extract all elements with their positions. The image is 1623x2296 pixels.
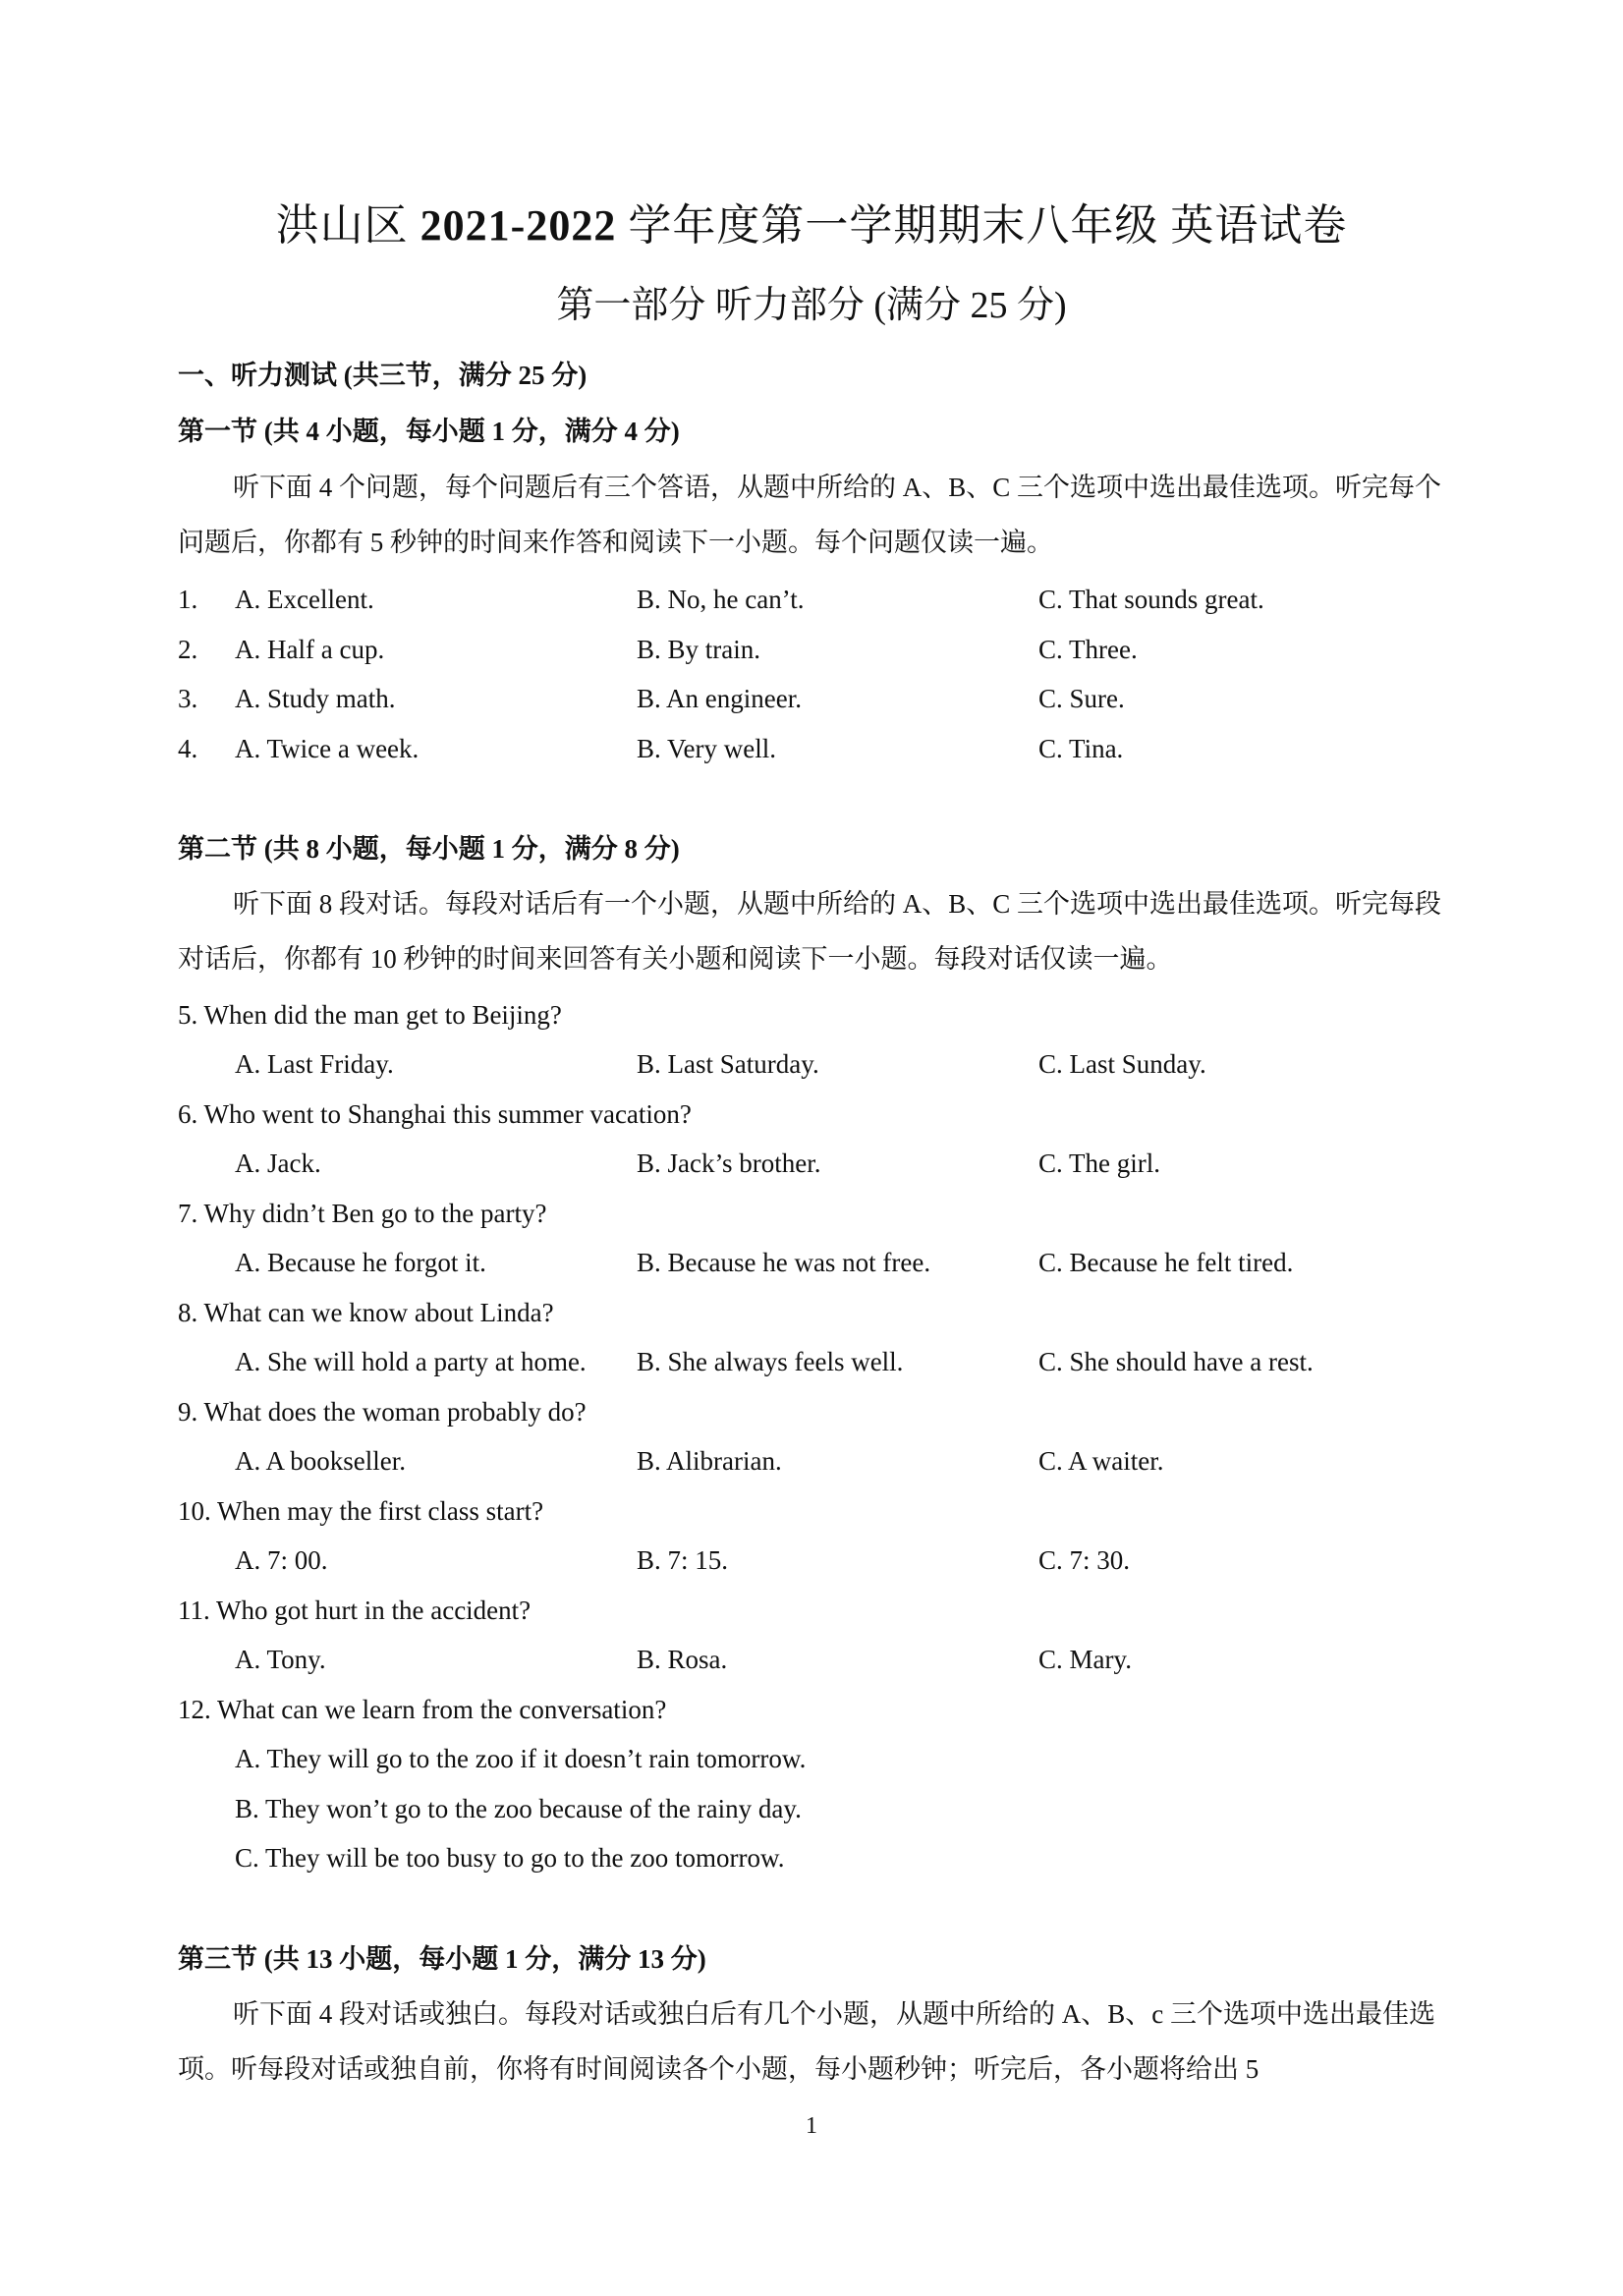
option-a: A. 7: 00.	[235, 1545, 328, 1575]
option-a: A. A bookseller.	[235, 1446, 406, 1476]
option-c: C. Because he felt tired.	[1038, 1248, 1294, 1277]
section1-heading: 第一节 (共 4 小题，每小题 1 分，满分 4 分)	[178, 417, 680, 446]
option-b: B. Jack’s brother.	[637, 1148, 821, 1178]
option-b: B. Last Saturday.	[637, 1049, 819, 1079]
question-row-4	[178, 729, 1455, 768]
option-b: B. An engineer.	[637, 684, 802, 713]
part-subtitle: 第一部分 听力部分 (满分 25 分)	[556, 285, 1067, 326]
question-12-option-a: A. They will go to the zoo if it doesn’t rain tomorrow.	[235, 1744, 807, 1773]
option-a: A. Half a cup.	[235, 635, 385, 664]
option-c: C. Mary.	[1038, 1645, 1132, 1674]
option-b: B. Alibrarian.	[637, 1446, 782, 1476]
question-row-1	[178, 580, 1455, 619]
exam-title	[0, 196, 1623, 255]
option-b: B. 7: 15.	[637, 1545, 729, 1575]
section3-heading: 第三节 (共 13 小题，每小题 1 分，满分 13 分)	[178, 1944, 706, 1974]
option-a: A. She will hold a party at home.	[235, 1347, 587, 1376]
question-number: 2.	[178, 635, 198, 664]
option-b: B. She always feels well.	[637, 1347, 904, 1376]
option-c: C. A waiter.	[1038, 1446, 1164, 1476]
question-12-option-b: B. They won’t go to the zoo because of the rainy day.	[235, 1794, 802, 1823]
question-10-options	[178, 1540, 1455, 1580]
question-number: 1.	[178, 585, 198, 614]
question-9-text: 9. What does the woman probably do?	[178, 1397, 587, 1427]
title-year: 2021-2022	[420, 201, 617, 250]
question-row-2	[178, 630, 1455, 669]
question-8-options	[178, 1342, 1455, 1381]
question-10-text: 10. When may the first class start?	[178, 1496, 544, 1526]
page-number: 1	[806, 2113, 817, 2139]
question-5-options	[178, 1044, 1455, 1084]
title-suffix: 学年度第一学期期末八年级 英语试卷	[616, 201, 1348, 250]
title-prefix: 洪山区	[275, 201, 420, 250]
option-c: C. Last Sunday.	[1038, 1049, 1206, 1079]
section2-heading: 第二节 (共 8 小题，每小题 1 分，满分 8 分)	[178, 834, 680, 864]
option-c: C. 7: 30.	[1038, 1545, 1131, 1575]
question-11-text: 11. Who got hurt in the accident?	[178, 1596, 532, 1625]
question-9-options	[178, 1441, 1455, 1481]
option-a: A. Last Friday.	[235, 1049, 394, 1079]
option-a: A. Study math.	[235, 684, 396, 713]
option-c: C. Sure.	[1038, 684, 1125, 713]
section1-instructions: 听下面 4 个问题，每个问题后有三个答语，从题中所给的 A、B、C 三个选项中选出最佳选项。听完每个问题后，你都有 5 秒钟的时间来作答和阅读下一小题。每个问题仅读一遍。	[178, 473, 1442, 557]
question-6-options	[178, 1144, 1455, 1183]
option-c: C. That sounds great.	[1038, 585, 1264, 614]
question-7-text: 7. Why didn’t Ben go to the party?	[178, 1199, 547, 1228]
question-row-3	[178, 679, 1455, 718]
option-a: A. Because he forgot it.	[235, 1248, 486, 1277]
option-c: C. She should have a rest.	[1038, 1347, 1314, 1376]
question-6-text: 6. Who went to Shanghai this summer vacation?	[178, 1099, 692, 1129]
question-number: 3.	[178, 684, 198, 713]
option-c: C. Tina.	[1038, 734, 1124, 763]
part1-heading: 一、听力测试 (共三节，满分 25 分)	[178, 361, 588, 390]
option-a: A. Twice a week.	[235, 734, 420, 763]
question-11-options	[178, 1640, 1455, 1679]
option-b: B. Rosa.	[637, 1645, 728, 1674]
option-b: B. By train.	[637, 635, 760, 664]
section3-instructions: 听下面 4 段对话或独白。每段对话或独白后有几个小题，从题中所给的 A、B、c 三个选项中选出最佳选项。听每段对话或独自前，你将有时间阅读各个小题，每小题秒钟；听完后，各小题将给出 5	[178, 1999, 1435, 2084]
option-c: C. Three.	[1038, 635, 1138, 664]
question-8-text: 8. What can we know about Linda?	[178, 1298, 554, 1327]
question-12-option-c: C. They will be too busy to go to the zoo tomorrow.	[235, 1843, 785, 1873]
option-a: A. Tony.	[235, 1645, 326, 1674]
option-b: B. No, he can’t.	[637, 585, 805, 614]
option-a: A. Jack.	[235, 1148, 321, 1178]
option-a: A. Excellent.	[235, 585, 374, 614]
option-b: B. Because he was not free.	[637, 1248, 931, 1277]
question-number: 4.	[178, 734, 198, 763]
question-5-text: 5. When did the man get to Beijing?	[178, 1000, 562, 1030]
option-c: C. The girl.	[1038, 1148, 1160, 1178]
section2-instructions: 听下面 8 段对话。每段对话后有一个小题，从题中所给的 A、B、C 三个选项中选出最佳选项。听完每段对话后，你都有 10 秒钟的时间来回答有关小题和阅读下一小题。每段对话仅读一遍。	[178, 889, 1442, 974]
option-b: B. Very well.	[637, 734, 776, 763]
question-12-text: 12. What can we learn from the conversation?	[178, 1695, 667, 1724]
question-7-options	[178, 1243, 1455, 1282]
